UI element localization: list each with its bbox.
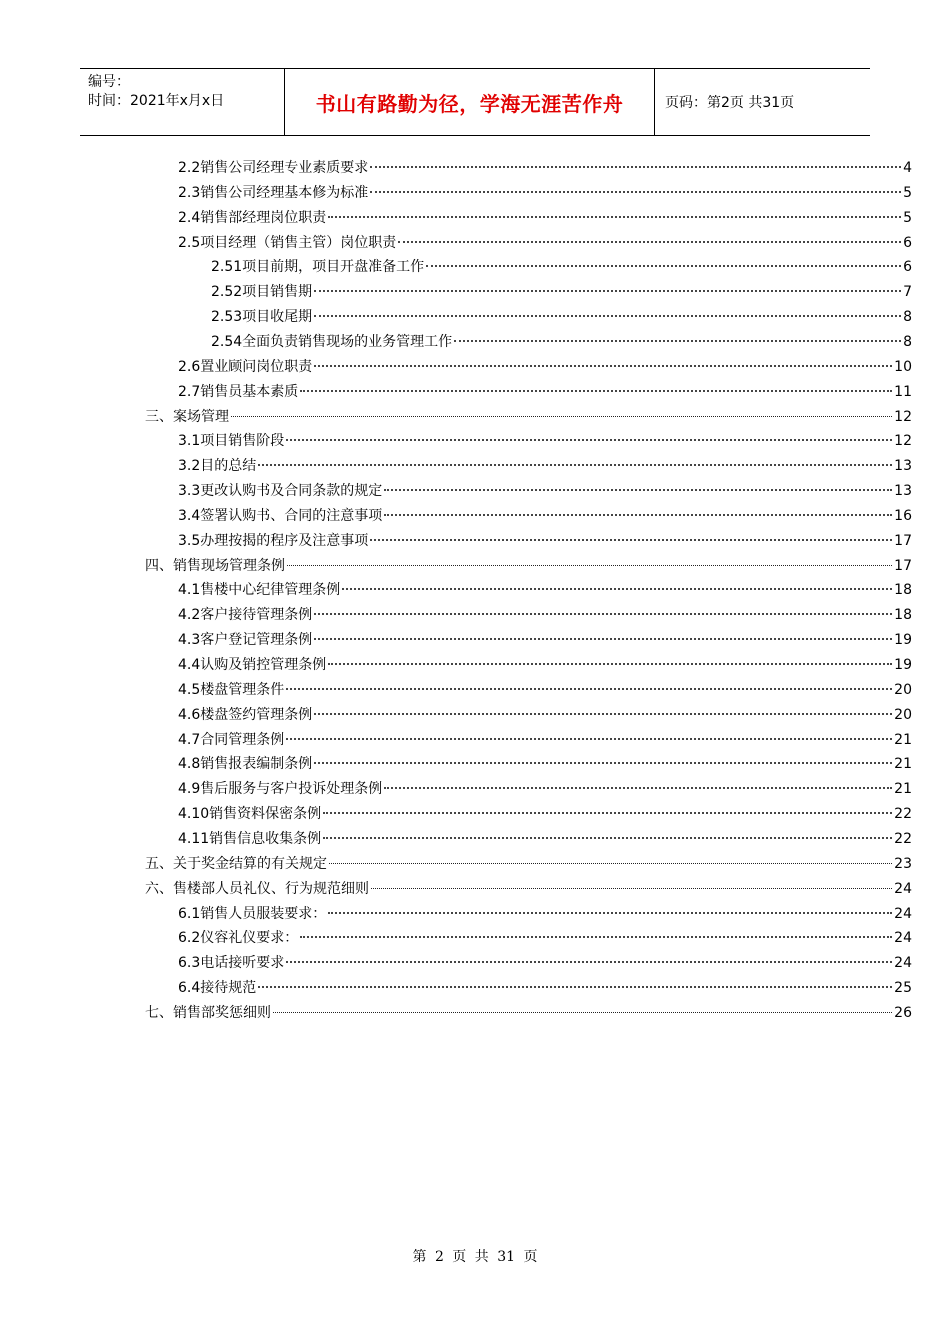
toc-leader-dots — [314, 638, 892, 640]
toc-entry-label: 3.2目的总结 — [178, 458, 257, 475]
toc-leader-dots — [286, 738, 892, 740]
header-page-info: 页码：第2页 共31页 — [665, 95, 795, 111]
toc-leader-dots — [370, 539, 892, 541]
toc-entry-label: 2.6置业顾问岗位职责 — [178, 358, 313, 375]
toc-leader-dots — [286, 439, 892, 441]
toc-entry-label: 2.7销售员基本素质 — [178, 383, 299, 400]
toc-entry[interactable] — [178, 779, 912, 799]
toc-entry-label: 2.5项目经理（销售主管）岗位职责 — [178, 234, 397, 251]
toc-leader-dots — [314, 713, 892, 715]
toc-leader-dots — [287, 565, 892, 566]
toc-entry[interactable] — [178, 357, 912, 377]
toc-leader-dots — [426, 265, 901, 267]
toc-page-number: 23 — [894, 855, 912, 872]
toc-entry[interactable] — [178, 928, 912, 948]
toc-page-number: 20 — [894, 681, 912, 698]
toc-entry-label: 4.4认购及销控管理条例 — [178, 657, 327, 673]
toc-entry-label: 七、销售部奖惩细则 — [145, 1004, 271, 1021]
toc-leader-dots — [300, 390, 892, 392]
toc-page-number: 19 — [894, 657, 912, 673]
page-header — [80, 68, 870, 136]
header-meta — [80, 69, 284, 135]
toc-page-number: 13 — [894, 458, 912, 475]
toc-leader-dots — [370, 166, 901, 168]
toc-page-number: 24 — [894, 905, 912, 922]
toc-entry-label: 2.51项目前期，项目开盘准备工作 — [211, 259, 425, 276]
document-date: 时间：2021年x月x日 — [88, 93, 225, 109]
toc-entry[interactable] — [178, 655, 912, 675]
toc-page-number: 24 — [894, 880, 912, 897]
toc-entry[interactable] — [178, 481, 912, 501]
toc-entry-label: 3.5办理按揭的程序及注意事项 — [178, 532, 369, 549]
toc-leader-dots — [370, 191, 901, 193]
toc-entry-label: 2.4销售部经理岗位职责 — [178, 209, 327, 226]
toc-entry[interactable] — [178, 680, 912, 700]
toc-leader-dots — [384, 514, 892, 516]
toc-entry-label: 2.53项目收尾期 — [211, 309, 313, 326]
toc-entry[interactable] — [211, 307, 912, 327]
toc-leader-dots — [286, 961, 892, 963]
toc-leader-dots — [328, 912, 892, 914]
toc-entry-label: 6.3电话接听要求 — [178, 955, 285, 972]
toc-leader-dots — [323, 812, 892, 814]
toc-page-number: 16 — [894, 507, 912, 524]
toc-entry[interactable] — [178, 904, 912, 924]
toc-page-number: 6 — [903, 234, 912, 251]
toc-chapter[interactable] — [145, 854, 912, 874]
toc-chapter[interactable] — [145, 1003, 912, 1023]
toc-page-number: 17 — [894, 532, 912, 549]
toc-leader-dots — [231, 416, 892, 417]
toc-entry-label: 三、案场管理 — [145, 408, 229, 425]
toc-page-number: 24 — [894, 955, 912, 972]
toc-entry[interactable] — [211, 282, 912, 302]
toc-leader-dots — [342, 588, 892, 590]
toc-page-number: 20 — [894, 706, 912, 723]
toc-page-number: 5 — [903, 209, 912, 226]
toc-page-number: 21 — [894, 731, 912, 748]
toc-entry-label: 4.7合同管理条例 — [178, 731, 285, 748]
toc-page-number: 22 — [894, 806, 912, 823]
toc-page-number: 13 — [894, 483, 912, 500]
toc-entry-label: 6.2仪容礼仪要求： — [178, 930, 299, 947]
page-footer: 第 2 页 共 31 页 — [412, 1249, 538, 1265]
toc-leader-dots — [323, 837, 892, 839]
toc-page-number: 5 — [903, 184, 912, 201]
toc-entry[interactable] — [178, 431, 912, 451]
toc-entry[interactable] — [178, 233, 912, 253]
toc-leader-dots — [286, 688, 892, 690]
toc-entry[interactable] — [178, 829, 912, 849]
toc-entry[interactable] — [211, 257, 912, 277]
toc-chapter[interactable] — [145, 407, 912, 427]
toc-entry-label: 2.52项目销售期 — [211, 284, 313, 301]
toc-entry[interactable] — [211, 332, 912, 352]
toc-entry[interactable] — [178, 208, 912, 228]
toc-leader-dots — [258, 986, 892, 988]
toc-page-number: 12 — [894, 433, 912, 450]
toc-page-number: 26 — [894, 1004, 912, 1021]
toc-page-number: 10 — [894, 358, 912, 375]
toc-entry[interactable] — [178, 605, 912, 625]
toc-leader-dots — [454, 340, 901, 342]
toc-page-number: 17 — [894, 557, 912, 574]
toc-entry-label: 2.3销售公司经理基本修为标准 — [178, 184, 369, 201]
toc-page-number: 8 — [903, 333, 912, 350]
toc-leader-dots — [328, 216, 901, 218]
toc-entry-label: 4.10销售资料保密条例 — [178, 806, 322, 823]
toc-page-number: 25 — [894, 980, 912, 997]
toc-page-number: 22 — [894, 830, 912, 847]
toc-leader-dots — [328, 663, 892, 665]
toc-entry[interactable] — [178, 456, 912, 476]
toc-leader-dots — [258, 464, 892, 466]
toc-leader-dots — [384, 489, 892, 491]
toc-leader-dots — [329, 863, 892, 864]
toc-leader-dots — [314, 315, 901, 317]
toc-entry-label: 4.8销售报表编制条例 — [178, 756, 313, 773]
toc-entry[interactable] — [178, 705, 912, 725]
toc-entry[interactable] — [178, 506, 912, 526]
toc-entry-label: 2.2销售公司经理专业素质要求 — [178, 160, 369, 176]
toc-entry-label: 五、关于奖金结算的有关规定 — [145, 855, 327, 872]
toc-entry-label: 4.3客户登记管理条例 — [178, 632, 313, 649]
toc-entry[interactable] — [178, 978, 912, 998]
toc-entry[interactable] — [178, 804, 912, 824]
toc-leader-dots — [314, 365, 892, 367]
toc-page-number: 21 — [894, 781, 912, 798]
toc-leader-dots — [371, 888, 892, 889]
toc-entry[interactable] — [178, 158, 912, 178]
toc-entry[interactable] — [178, 754, 912, 774]
toc-entry-label: 2.54全面负责销售现场的业务管理工作 — [211, 333, 453, 350]
toc-entry-label: 4.9售后服务与客户投诉处理条例 — [178, 781, 383, 798]
toc-entry-label: 4.6楼盘签约管理条例 — [178, 706, 313, 723]
document-number-label: 编号： — [88, 74, 130, 90]
toc-leader-dots — [314, 762, 892, 764]
toc-leader-dots — [273, 1012, 892, 1013]
toc-entry-label: 4.11销售信息收集条例 — [178, 830, 322, 847]
toc-page-number: 7 — [903, 284, 912, 301]
toc-entry[interactable] — [178, 953, 912, 973]
toc-page-number: 11 — [894, 383, 912, 400]
toc-entry-label: 3.3更改认购书及合同条款的规定 — [178, 483, 383, 500]
header-motto: 书山有路勤为径，学海无涯苦作舟 — [284, 69, 655, 135]
toc-entry-label: 4.5楼盘管理条件 — [178, 681, 285, 698]
toc-entry[interactable] — [178, 630, 912, 650]
toc-entry-label: 4.1售楼中心纪律管理条例 — [178, 582, 341, 599]
toc-entry-label: 3.1项目销售阶段 — [178, 433, 285, 450]
toc-entry-label: 6.1销售人员服装要求： — [178, 905, 327, 922]
toc-entry[interactable] — [178, 531, 912, 551]
toc-page-number: 19 — [894, 632, 912, 649]
toc-entry[interactable] — [178, 730, 912, 750]
toc-entry-label: 3.4签署认购书、合同的注意事项 — [178, 507, 383, 524]
toc-leader-dots — [300, 936, 892, 938]
toc-chapter[interactable] — [145, 556, 912, 576]
toc-page-number: 21 — [894, 756, 912, 773]
toc-page-number: 4 — [903, 160, 912, 176]
toc-page-number: 12 — [894, 408, 912, 425]
toc-leader-dots — [398, 241, 901, 243]
toc-leader-dots — [384, 787, 892, 789]
toc-entry-label: 六、售楼部人员礼仪、行为规范细则 — [145, 880, 369, 897]
toc-entry[interactable] — [178, 580, 912, 600]
toc-entry[interactable] — [178, 183, 912, 203]
toc-leader-dots — [314, 613, 892, 615]
toc-page-number: 6 — [903, 259, 912, 276]
toc-page-number: 8 — [903, 309, 912, 326]
toc-entry[interactable] — [178, 382, 912, 402]
toc-leader-dots — [314, 290, 901, 292]
toc-entry-label: 四、销售现场管理条例 — [145, 557, 285, 574]
toc-entry-label: 6.4接待规范 — [178, 980, 257, 997]
toc-entry-label: 4.2客户接待管理条例 — [178, 607, 313, 624]
toc-page-number: 24 — [894, 930, 912, 947]
toc-page-number: 18 — [894, 607, 912, 624]
toc-page-number: 18 — [894, 582, 912, 599]
toc-chapter[interactable] — [145, 879, 912, 899]
